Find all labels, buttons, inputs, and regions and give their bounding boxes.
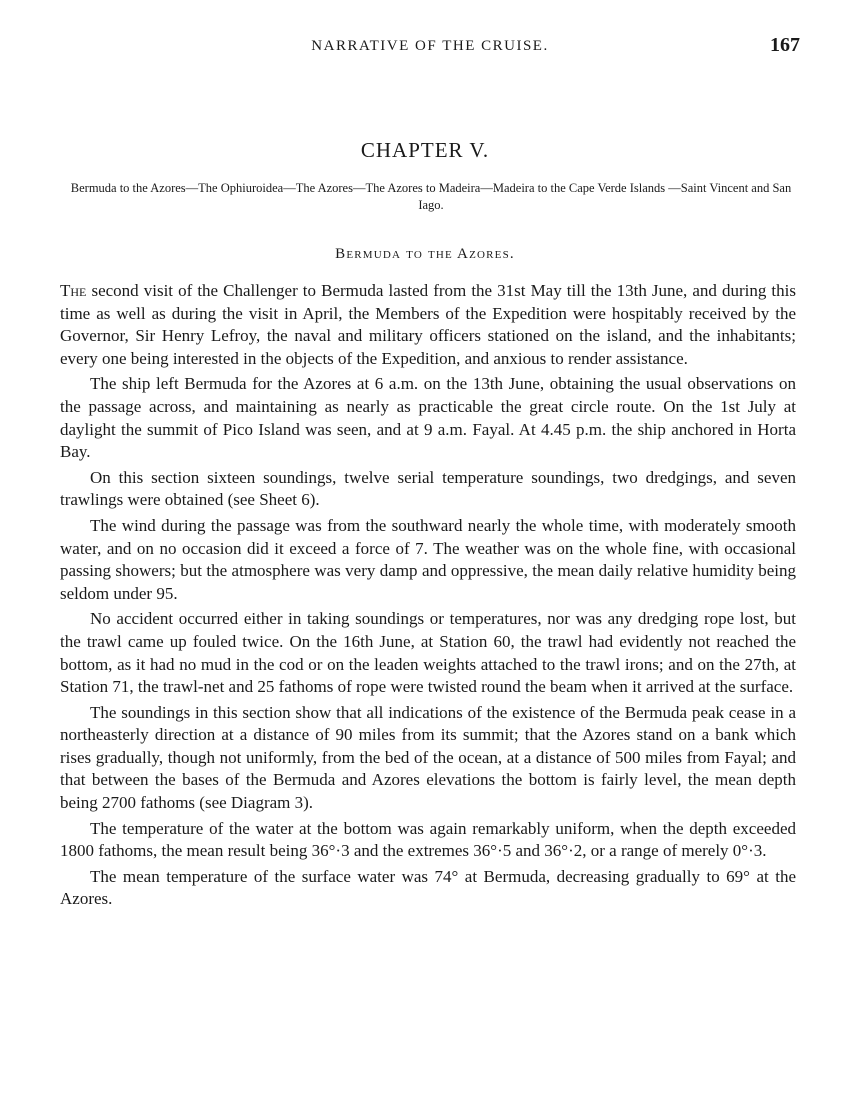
running-title: NARRATIVE OF THE CRUISE. [311, 38, 549, 54]
paragraph-8: The mean temperature of the surface water was 74° at Bermuda, decreasing gradually to 69° at the Azores. [60, 866, 796, 909]
paragraph-4: The wind during the passage was from the southward nearly the whole time, with moderately smooth water, and on no occasion did it exceed a force of 7. The weather was on the whole fine, with occasional passing showers; but the atmosphere was very damp and oppressive, the mean daily relative humidity being seldom under 95. [60, 515, 796, 603]
paragraph-3: On this section sixteen soundings, twelve serial temperature soundings, two dredgings, and seven trawlings were obtained (see Sheet 6). [60, 467, 796, 510]
paragraph-1-text: second visit of the Challenger to Bermuda lasted from the 31st May till the 13th June, and during this time as well as during the visit in April, the Members of the Expedition were hospitably received by the Governor, Sir Henry Lefroy, the naval and military officers stationed on the island, and the inhabitants; every one being interested in the objects of the Expedition, and anxious to render assistance. [60, 281, 796, 368]
chapter-title: CHAPTER V. [360, 138, 490, 162]
paragraph-2: The ship left Bermuda for the Azores at 6 a.m. on the 13th June, obtaining the usual observations on the passage across, and maintaining as nearly as practicable the great circle route. On the 1st July at daylight the summit of Pico Island was seen, and at 9 a.m. Fayal. At 4.45 p.m. the ship anchored in Horta Bay. [60, 374, 796, 462]
paragraph-6: The soundings in this section show that all indications of the existence of the Bermuda peak cease in a northeasterly direction at a distance of 90 miles from its summit; that the Azores stand on a bank which rises gradually, though not uniformly, from the bed of the ocean, at a distance of 500 miles from Fayal; and that between the bases of the Bermuda and Azores elevations the bottom is fairly level, the mean depth being 2700 fathoms (see Diagram 3). [60, 702, 796, 813]
paragraph-5: No accident occurred either in taking soundings or temperatures, nor was any dredging rope lost, but the trawl came up fouled twice. On the 16th June, at Station 60, the trawl had evidently not reached the bottom, as it had no mud in the cod or on the leaden weights attached to the trawl irons; and on the 27th, at Station 71, the trawl-net and 25 fathoms of rope were twisted round the beam when it arrived at the surface. [60, 609, 796, 697]
section-title: Bermuda to the Azores. [335, 246, 515, 262]
running-head [60, 34, 800, 58]
paragraph-1 [60, 280, 796, 370]
chapter-summary: Bermuda to the Azores—The Ophiuroidea—The Azores—The Azores to Madeira—Madeira to the Cape Verde Islands —Saint Vincent and San Iago. [70, 181, 792, 212]
page-number: 167 [770, 34, 800, 56]
paragraph-7: The temperature of the water at the bottom was again remarkably uniform, when the depth exceeded 1800 fathoms, the mean result being 36°·3 and the extremes 36°·5 and 36°·2, or a range of merely 0°·3. [60, 818, 796, 861]
body-text [60, 280, 796, 914]
paragraph-1-lead: The [60, 281, 87, 300]
